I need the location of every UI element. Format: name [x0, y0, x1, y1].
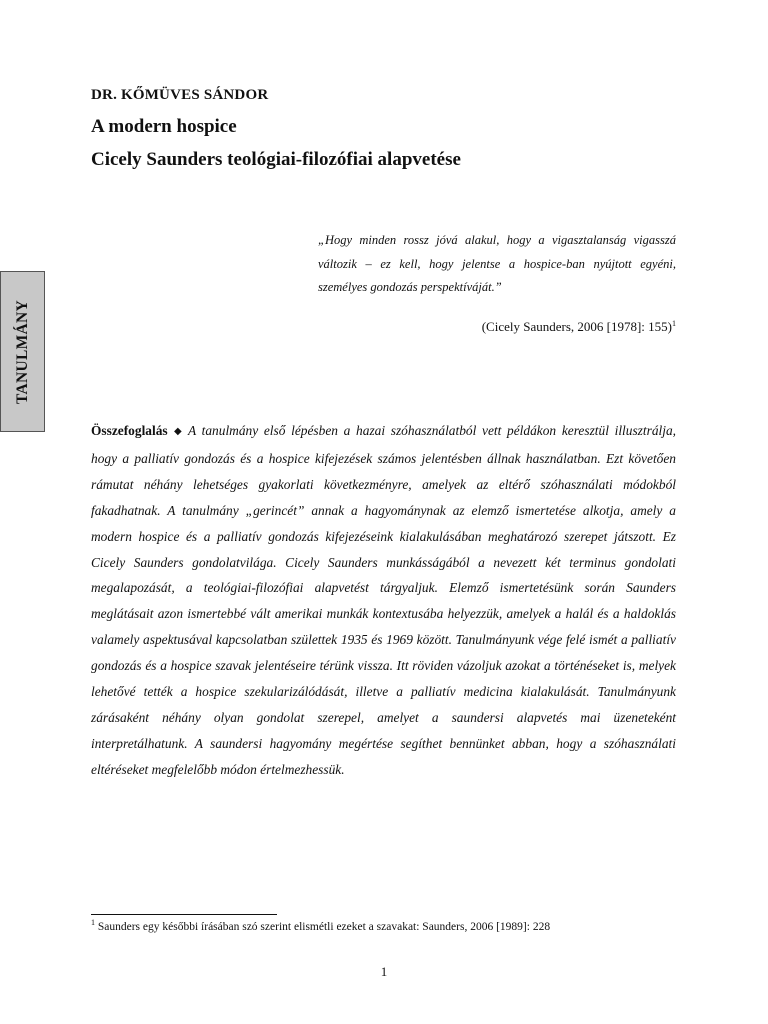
- section-tab-label: TANULMÁNY: [14, 299, 31, 405]
- abstract-label: Összefoglalás: [91, 423, 168, 438]
- footnote-reference[interactable]: 1: [672, 319, 676, 328]
- abstract-text: A tanulmány első lépésben a hazai szóhasználatból vett példákon keresztül illusztrálja, hogy a palliatív gondozás és a hospice kifejezések számos jelentésben állnak használatban. Ezt követően rámutat néhány lehetséges gyakorlati következményre, amelyek az eltérő szóhasználati módokból fakadhatnak. A tanulmány „gerincét” annak a hagyománynak az elemző ismertetése alkotja, amely a modern hospice és a palliatív gondozás kifejezéseink kialakulásában meghatározó szerepet játszott. Ez Cicely Saunders gondolatvilága. Cicely Saunders munkásságából a nevezett két terminus gondolati megalapozását, a teológiai-filozófiai alapvetést tárgyaljuk. Elemző ismertetésünk során Saunders meglátásait azon ismertebbé vált amerikai munkák kontextusába helyezzük, amelyek a halál és a haldoklás valamely aspektusával kapcsolatban születtek 1935 és 1969 között. Tanulmányunk vége felé ismét a palliatív gondozás és a hospice szavak jelentéseire térünk vissza. Itt röviden vázoljuk azokat a történéseket is, melyek lehetővé tették a hospice szekularizálódását, illetve a palliatív medicina kialakulását. Tanulmányunk zárásaként néhány olyan gondolat szerepel, amelyet a saundersi alapvetés mai üzeneteként interpretálhatunk. A saundersi hagyomány megértése segíthet bennünket abban, hogy a szóhasználati eltéréseket megfelelőbb módon értelmezhessük.: [91, 423, 676, 777]
- article-subtitle: Cicely Saunders teológiai-filozófiai alapvetése: [91, 149, 461, 170]
- footnote-number: 1: [91, 918, 95, 927]
- diamond-bullet-icon: ◆: [171, 426, 185, 437]
- article-title: A modern hospice: [91, 116, 237, 137]
- abstract: [91, 418, 676, 783]
- footnote: [91, 918, 551, 933]
- epigraph-quote: „Hogy minden rossz jóvá alakul, hogy a vigasztalanság vigasszá változik – ez kell, hogy jelentse a hospice-ban nyújtott egyéni, személyes gondozás perspektíváját.”: [318, 233, 676, 294]
- author-name: DR. KŐMÜVES SÁNDOR: [91, 87, 269, 103]
- page-number: 1: [380, 964, 388, 979]
- footnote-text: Saunders egy későbbi írásában szó szerint elismétli ezeket a szavakat: Saunders, 2006 [1989]: 228: [97, 921, 551, 933]
- epigraph-source: [482, 319, 676, 335]
- section-tab: [0, 271, 45, 432]
- epigraph-source-text: (Cicely Saunders, 2006 [1978]: 155): [481, 319, 672, 334]
- footnote-divider: [91, 914, 277, 915]
